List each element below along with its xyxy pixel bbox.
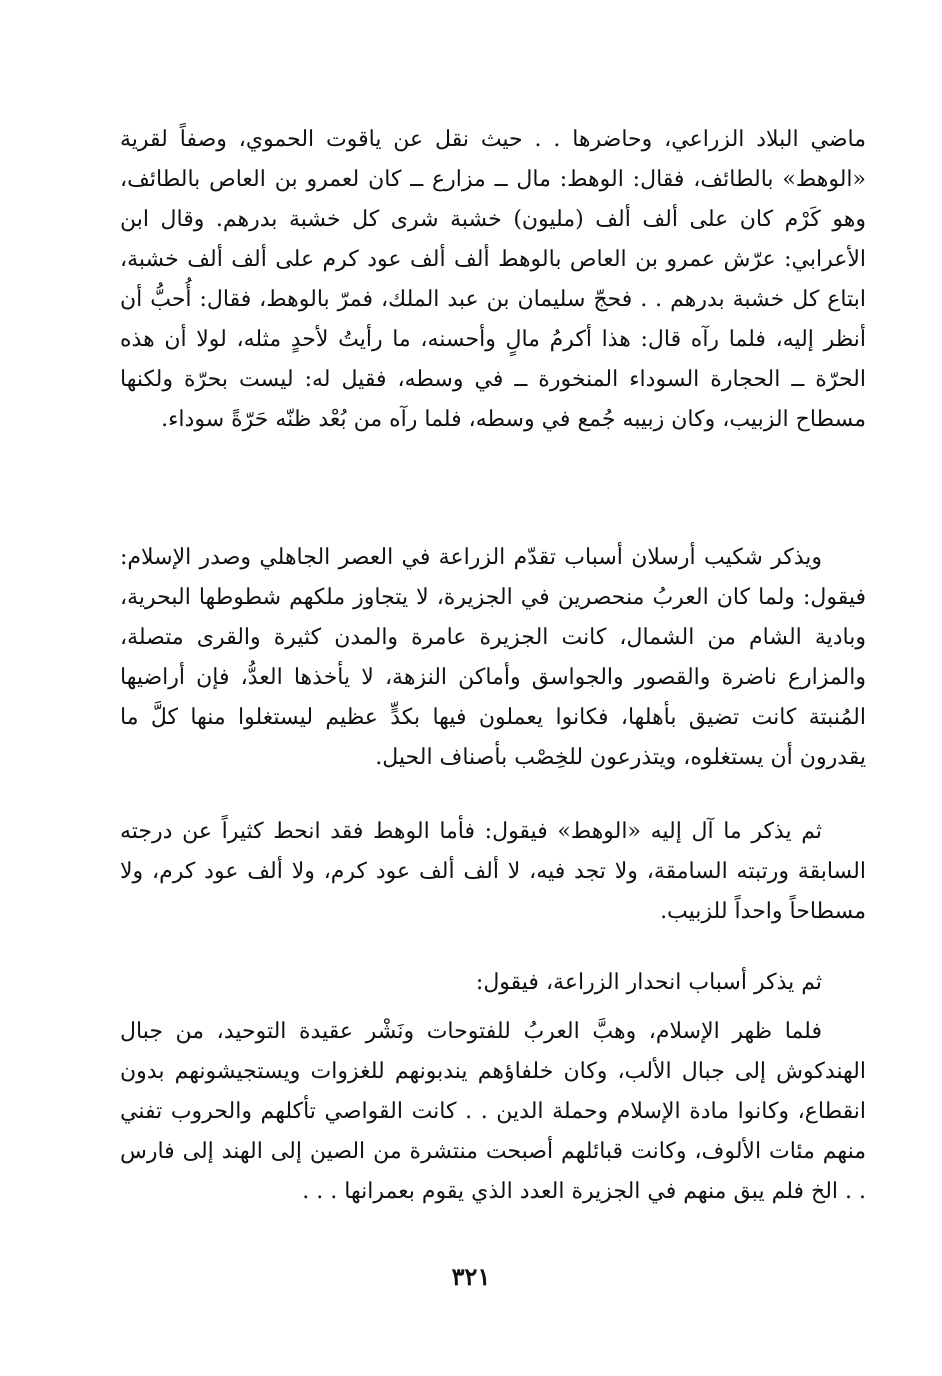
paragraph-decline-intro: ثم يذكر أسباب انحدار الزراعة، فيقول:	[475, 970, 822, 995]
paragraph-arslan-causes: ويذكر شكيب أرسلان أسباب تقدّم الزراعة في العصر الجاهلي وصدر الإسلام: فيقول: ولما كان العربُ منحصرين في الجزيرة، لا يتجاوز ملكهم شطوطها البحرية، وبادية الشام من الشمال، كانت الجزيرة عامرة والمدن كثيرة والقرى متصلة، والمزارع ناضرة والقصور والجواسق وأماكن النزهة، لا يأخذها العدُّ، فإن أراضيها المُنبتة كانت تضيق بأهلها، فكانوا يعملون فيها بكدٍّ عظيم ليستغلوا منها كلَّ ما يقدرون أن يستغلوه، ويتذرعون للخِصْب بأصناف الحيل.	[120, 545, 866, 770]
page-number: ٣٢١	[451, 1262, 491, 1291]
paragraph-islam-conquests: فلما ظهر الإسلام، وهبَّ العربُ للفتوحات ونَشْر عقيدة التوحيد، من جبال الهندكوش إلى جبال الألب، وكان خلفاؤهم يندبونهم للغزوات ويستجيشونهم بدون انقطاع، وكانوا مادة الإسلام وحملة الدين . . كانت القواصي تأكلهم والحروب تفني منهم مئات الألوف، وكانت قبائلهم أصبحت منتشرة من الصين إلى الهند إلى فارس . . الخ فلم يبق منهم في الجزيرة العدد الذي يقوم بعمرانها . . .	[120, 1019, 866, 1204]
paragraph-wahat-description: ماضي البلاد الزراعي، وحاضرها . . حيث نقل عن ياقوت الحموي، وصفاً لقرية «الوهط» بالطائف، فقال: الوهط: مال ــ مزارع ــ كان لعمرو بن العاص بالطائف، وهو كَرْم كان على ألف ألف (مليون) خشبة شرى كل خشبة بدرهم. وقال ابن الأعرابي: عرّش عمرو بن العاص بالوهط ألف ألف عود كرم على ألف ألف خشبة، ابتاع كل خشبة بدرهم . . فحجّ سليمان بن عبد الملك، فمرّ بالوهط، فقال: أُحبُّ أن أنظر إليه، فلما رآه قال: هذا أكرمُ مالٍ وأحسنه، ما رأيتُ لأحدٍ مثله، لولا أن هذه الحرّة ــ الحجارة السوداء المنخورة ــ في وسطه، فقيل له: ليست بحرّة ولكنها مسطاح الزبيب، وكان زبيبه جُمع في وسطه، فلما رآه من بُعْد ظنّه حَرّةً سوداء.	[120, 127, 866, 432]
paragraph-wahat-decline: ثم يذكر ما آل إليه «الوهط» فيقول: فأما الوهط فقد انحط كثيراً عن درجته السابقة ورتبته السامقة، ولا تجد فيه، لا ألف ألف عود كرم، ولا ألف عود كرم، ولا مسطاحاً واحداً للزبيب.	[120, 819, 866, 924]
